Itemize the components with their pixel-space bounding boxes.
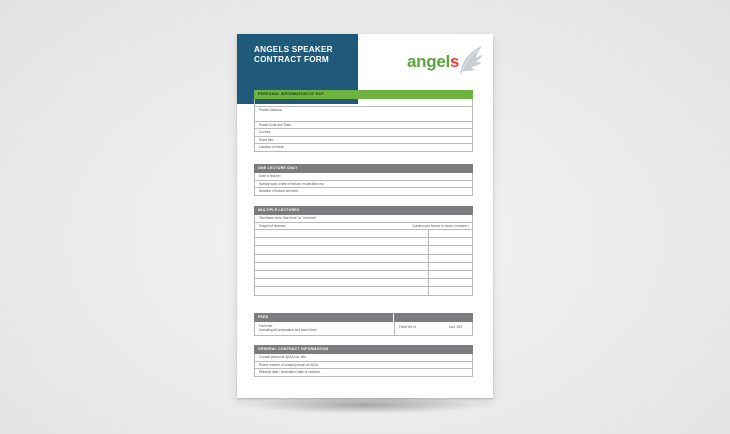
personal-info-heading: PERSONAL INFORMATION OF HCP [254,90,473,99]
field-effective-date[interactable]: Effective date / termination date of contract: [254,369,473,377]
lecture-row[interactable] [254,238,473,246]
fees-heading-right [393,313,473,322]
one-lecture-heading: ONE LECTURE ONLY [254,164,473,173]
field-country[interactable]: Country: [254,129,473,137]
field-event-location[interactable]: Location of event: [254,144,473,152]
lecture-row[interactable] [254,255,473,263]
one-lecture-section [254,164,473,196]
fees-heading: FEES [254,313,393,322]
logo-text: angel [407,52,450,71]
field-contact-phone[interactable]: Phone number of contact person at IQVIA: [254,362,473,370]
fixed-fee-cell[interactable] [255,322,395,335]
field-lecture-topic[interactable]: Specify topic or title of lecture, moderation etc: [254,181,473,189]
field-contact-person[interactable]: Contact person at IQVIA incl. title: [254,354,473,362]
fixed-fee-note: (including all preparation and travel time) [259,328,317,332]
fixed-fee-amount-cell[interactable] [395,322,472,335]
field-event-title[interactable]: Event title: [254,137,473,145]
logo-text-s: s [449,52,460,71]
lecture-row[interactable] [254,279,473,287]
general-contract-heading: GENERAL CONTRACT INFORMATION [254,345,473,354]
fixed-fee-label: Fixed fee: [259,324,273,328]
lecture-row[interactable] [254,287,473,295]
general-contract-section [254,345,473,377]
field-postal-code[interactable]: Postal Code and Town: [254,122,473,130]
form-title: ANGELS SPEAKER CONTRACT FORM [254,45,333,64]
field-lecture-date[interactable]: Date of lecture: [254,173,473,181]
lecture-row[interactable] [254,230,473,238]
field-speaker-name[interactable]: Name of the speaker: [254,99,473,107]
personal-info-section [254,90,473,152]
lecture-row[interactable] [254,271,473,279]
field-private-address[interactable]: Private Address: [254,107,473,122]
vat-label: excl. VAT [449,325,463,329]
fixed-fee-of-label: Fixed fee of [399,325,416,329]
angels-logo [407,48,481,76]
multiple-lectures-section [254,206,473,296]
subject-header-row [254,223,473,231]
duration-dropdown[interactable]: Duration per lecture in hours / minutes ▾ [412,223,469,228]
fees-row [254,322,473,336]
field-timeframe[interactable]: Timeframe from "start time" to "end time": [254,215,473,223]
subject-label: Subject of lectures: [259,223,287,228]
page-shadow [250,396,480,414]
lecture-row[interactable] [254,263,473,271]
wing-icon [456,44,484,76]
contract-form-sheet [237,34,493,398]
lecture-row[interactable] [254,246,473,254]
field-lecture-duration[interactable]: Duration of lecture services: [254,188,473,196]
multiple-lectures-heading: MULTIPLE LECTURES [254,206,473,215]
fees-section [254,313,473,336]
